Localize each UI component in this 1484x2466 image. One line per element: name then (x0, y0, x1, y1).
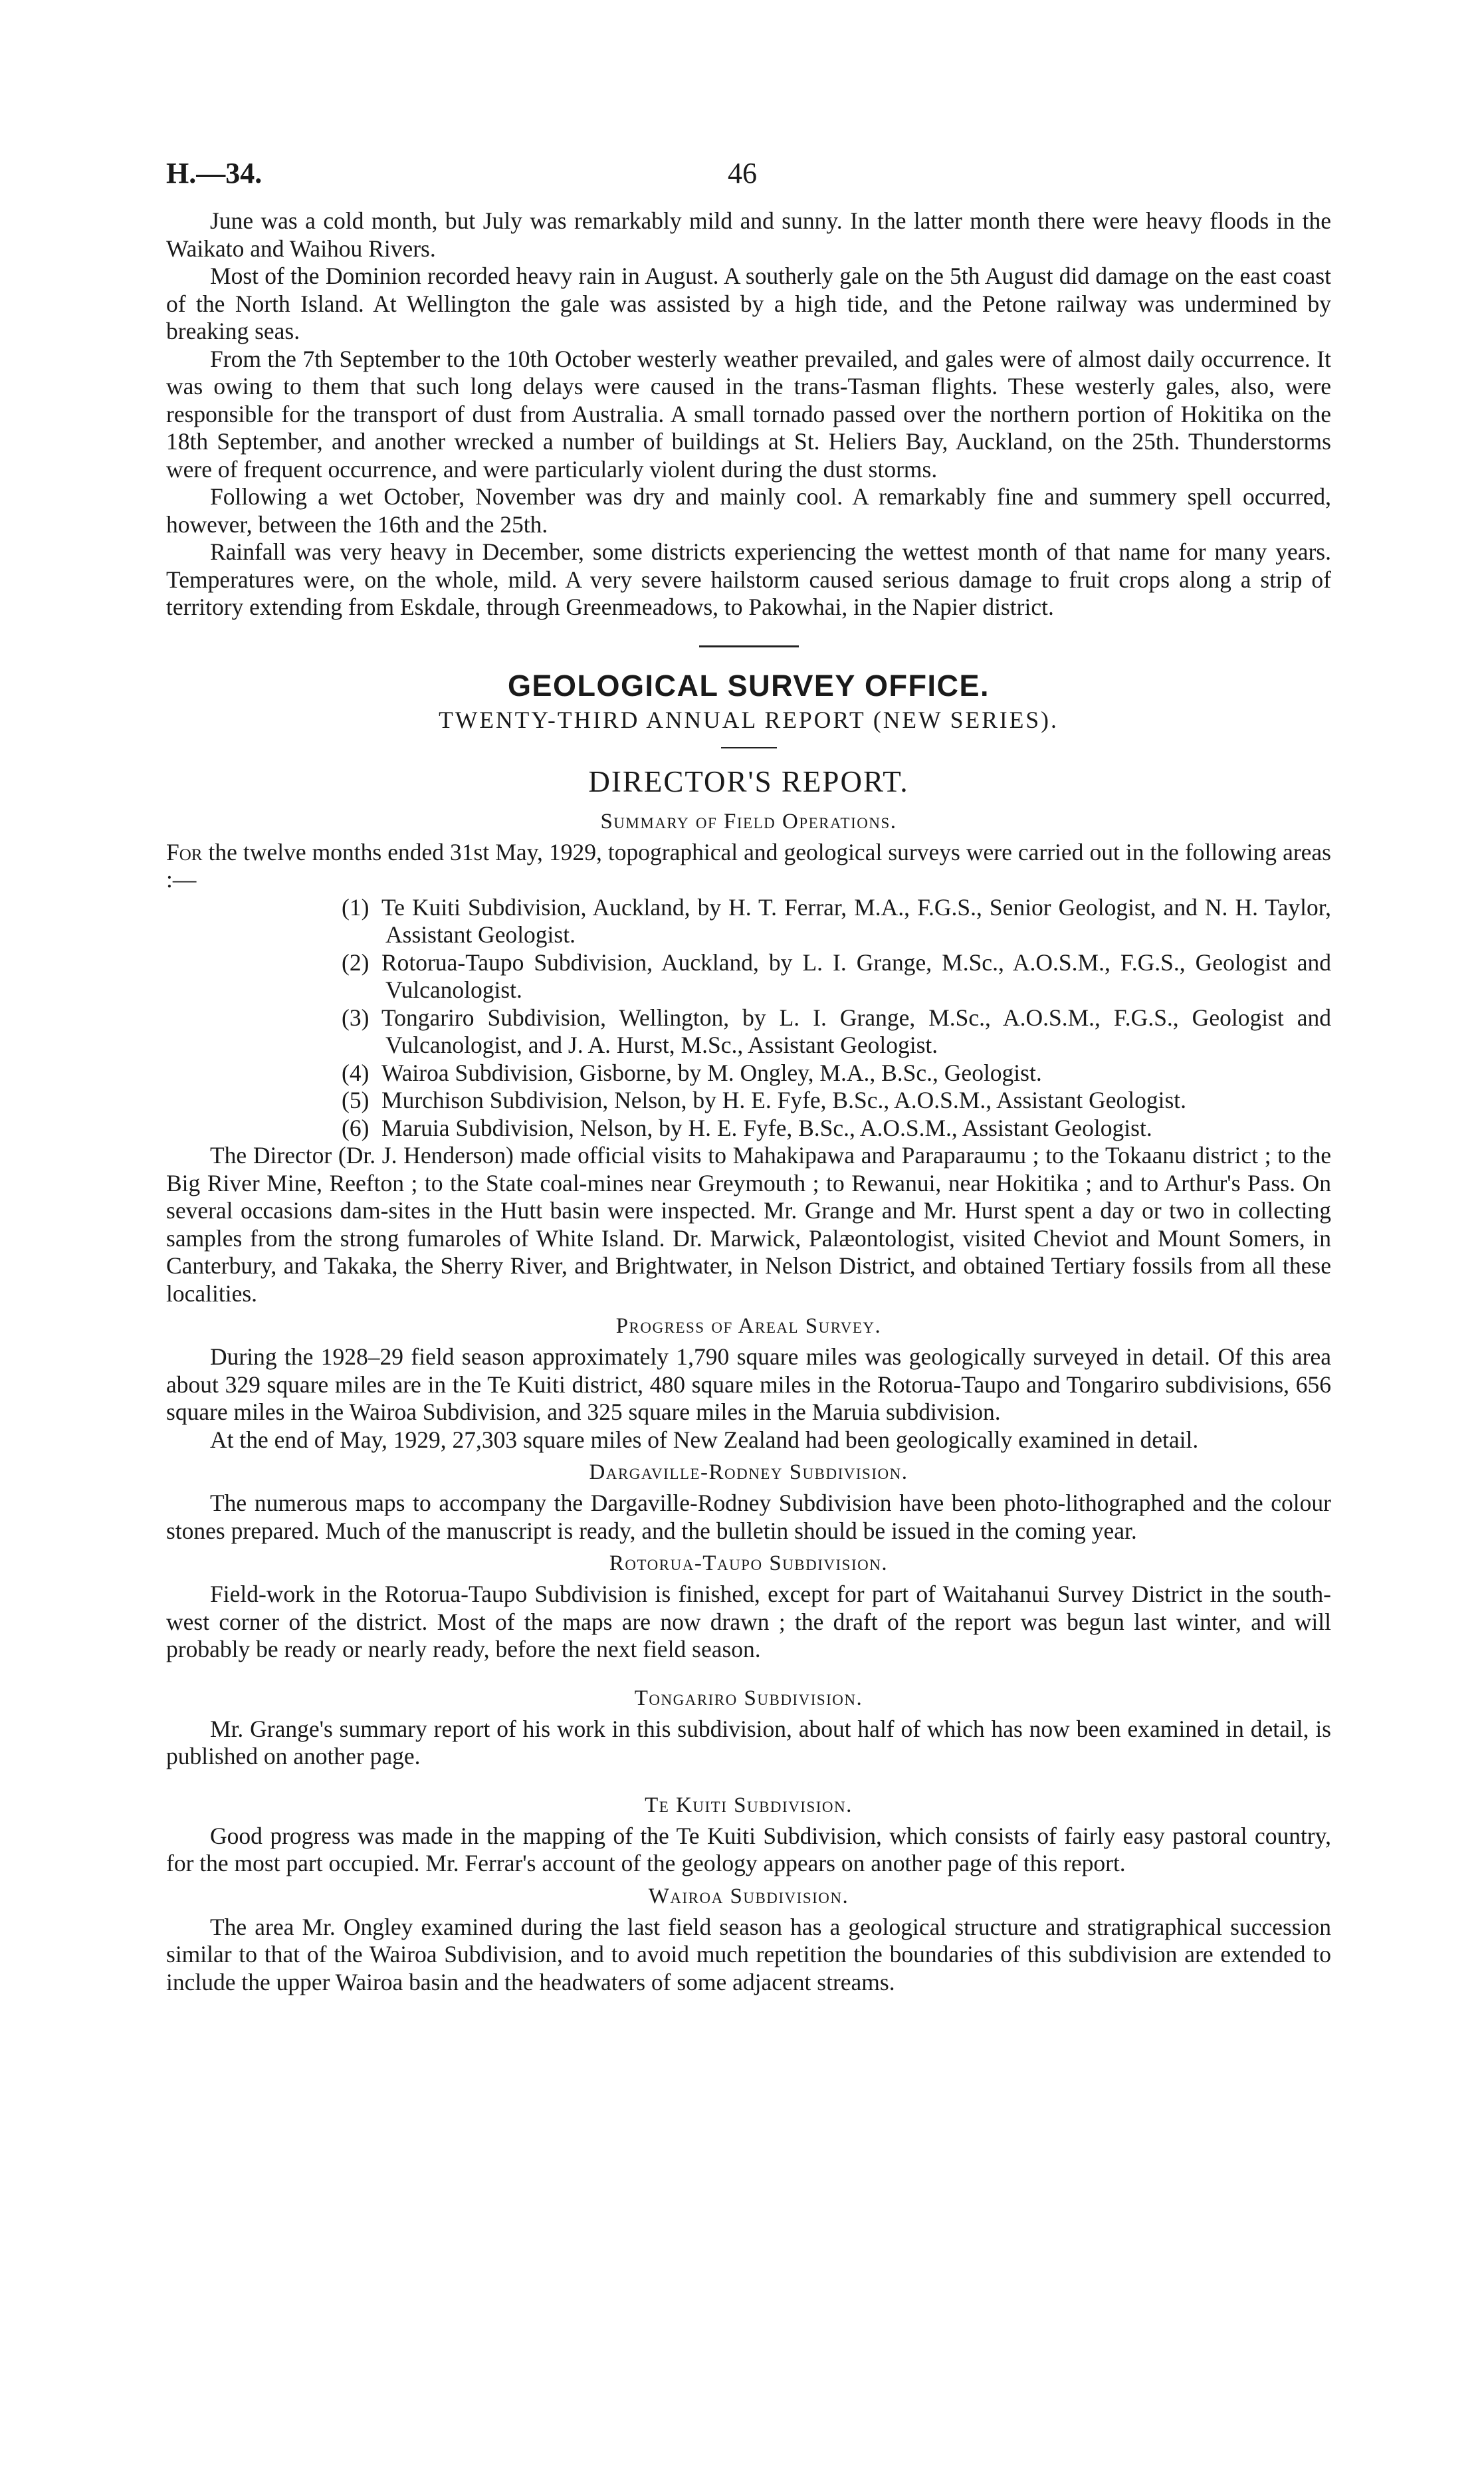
survey-area-item (342, 1115, 1331, 1143)
survey-area-item (342, 1060, 1331, 1087)
dargaville-heading: Dargaville-Rodney Subdivision. (589, 1460, 908, 1484)
field-operations-heading: Summary of Field Operations. (600, 809, 897, 834)
item-number: (2) (342, 949, 370, 976)
survey-areas-list (166, 894, 1331, 1143)
tekuiti-heading: Te Kuiti Subdivision. (645, 1793, 853, 1817)
survey-area-item (342, 949, 1331, 1004)
director-visits-paragraph: The Director (Dr. J. Henderson) made official visits to Mahakipawa and Paraparaumu ; to the Tokaanu district ; to the Big River Mine, Reefton ; to the State coal-mines near Greymouth ; to Rewanui, near Hokitika ; and to Arthur's Pass. On several occasions dam-sites in the Hutt basin were inspected. Mr. Grange and Mr. Hurst spent a day or two in collecting samples from the strong fumaroles of White Island. Dr. Marwick, Palæontologist, visited Cheviot and Mount Somers, in Canterbury, and Takaka, the Sherry River, and Brightwater, in Nelson District, and obtained Tertiary fossils from all these localities. (166, 1142, 1331, 1307)
item-number: (1) (342, 893, 370, 921)
item-text: Te Kuiti Subdivision, Auckland, by H. T. Ferrar, M.A., F.G.S., Senior Geologist, and N. H. Taylor, Assistant Geologist. (381, 893, 1331, 948)
title-divider (721, 747, 777, 748)
item-text: Maruia Subdivision, Nelson, by H. E. Fyfe, B.Sc., A.O.S.M., Assistant Geologist. (381, 1114, 1152, 1141)
report-series: TWENTY-THIRD ANNUAL REPORT (NEW SERIES). (439, 706, 1059, 733)
wairoa-heading: Wairoa Subdivision. (648, 1884, 849, 1908)
tongariro-heading: Tongariro Subdivision. (634, 1686, 863, 1710)
tekuiti-paragraph: Good progress was made in the mapping of the Te Kuiti Subdivision, which consists of fairly easy pastoral country, for the most part occupied. Mr. Ferrar's account of the geology appears on another page of this report. (166, 1822, 1331, 1876)
weather-section (166, 207, 1331, 621)
item-text: Tongariro Subdivision, Wellington, by L. I. Grange, M.Sc., A.O.S.M., F.G.S., Geologist and Vulcanologist, and J. A. Hurst, M.Sc., Assistant Geologist. (381, 1004, 1331, 1058)
item-number: (5) (342, 1087, 370, 1113)
areal-survey-heading: Progress of Areal Survey. (615, 1314, 882, 1338)
office-title: GEOLOGICAL SURVEY OFFICE. (507, 668, 990, 703)
survey-area-item (342, 894, 1331, 949)
intro-text: the twelve months ended 31st May, 1929, topographical and geological surveys were carried out in the following areas :— (166, 838, 1331, 893)
item-text: Wairoa Subdivision, Gisborne, by M. Ongley, M.A., B.Sc., Geologist. (381, 1059, 1042, 1086)
page-number: 46 (728, 157, 757, 189)
weather-paragraph: Following a wet October, November was dry and mainly cool. A remarkably fine and summery spell occurred, however, between the 16th and the 25th. (166, 483, 1331, 538)
survey-area-item (342, 1004, 1331, 1060)
rotorua-paragraph: Field-work in the Rotorua-Taupo Subdivision is finished, except for part of Waitahanui Survey District in the south-west corner of the district. Most of the maps are now drawn ; the draft of the report was begun last winter, and will probably be ready or nearly ready, before the next field season. (166, 1581, 1331, 1662)
intro-lead-word: For (166, 838, 203, 865)
survey-area-item (342, 1087, 1331, 1115)
weather-paragraph: June was a cold month, but July was remarkably mild and sunny. In the latter month there were heavy floods in the Waikato and Waihou Rivers. (166, 207, 1331, 262)
report-reference: H.—34. (166, 157, 263, 189)
running-header (166, 157, 1331, 199)
weather-paragraph: Most of the Dominion recorded heavy rain in August. A southerly gale on the 5th August did damage on the east coast of the North Island. At Wellington the gale was assisted by a high tide, and the Petone railway was undermined by breaking seas. (166, 263, 1331, 344)
areal-survey-paragraph: During the 1928–29 field season approximately 1,790 square miles was geologically surveyed in detail. Of this area about 329 square miles are in the Te Kuiti district, 480 square miles in the Rotorua-Taupo and Tongariro subdivisions, 656 square miles in the Wairoa Subdivision, and 325 square miles in the Maruia subdivision. (166, 1343, 1331, 1425)
field-operations-intro (166, 839, 1331, 894)
dargaville-paragraph: The numerous maps to accompany the Dargaville-Rodney Subdivision have been photo-lithographed and the colour stones prepared. Much of the manuscript is ready, and the bulletin should be issued in the coming year. (166, 1490, 1331, 1544)
item-number: (6) (342, 1114, 370, 1141)
document-page (166, 157, 1331, 1996)
weather-paragraph: Rainfall was very heavy in December, some districts experiencing the wettest month of that name for many years. Temperatures were, on the whole, mild. A very severe hailstorm caused serious damage to fruit crops along a strip of territory extending from Eskdale, through Greenmeadows, to Pakowhai, in the Napier district. (166, 538, 1331, 620)
item-text: Murchison Subdivision, Nelson, by H. E. Fyfe, B.Sc., A.O.S.M., Assistant Geologist. (381, 1087, 1187, 1113)
rotorua-heading: Rotorua-Taupo Subdivision. (609, 1551, 889, 1575)
weather-paragraph: From the 7th September to the 10th October westerly weather prevailed, and gales were of almost daily occurrence. It was owing to them that such long delays were caused in the trans-Tasman flights. These westerly gales, also, were responsible for the transport of dust from Australia. A small tornado passed over the northern portion of Hokitika on the 18th September, and another wrecked a number of buildings at St. Heliers Bay, Auckland, on the 25th. Thunderstorms were of frequent occurrence, and were particularly violent during the dust storms. (166, 345, 1331, 483)
section-divider (699, 645, 799, 647)
tongariro-paragraph: Mr. Grange's summary report of his work in this subdivision, about half of which has now been examined in detail, is published on another page. (166, 1715, 1331, 1769)
wairoa-paragraph: The area Mr. Ongley examined during the last field season has a geological structure and stratigraphical succession similar to that of the Wairoa Subdivision, and to avoid much repetition the boundaries of this subdivision are extended to include the upper Wairoa basin and the headwaters of some adjacent streams. (166, 1913, 1331, 1995)
item-number: (3) (342, 1004, 370, 1031)
item-text: Rotorua-Taupo Subdivision, Auckland, by L. I. Grange, M.Sc., A.O.S.M., F.G.S., Geologist and Vulcanologist. (381, 949, 1331, 1003)
item-number: (4) (342, 1059, 370, 1086)
report-title: DIRECTOR'S REPORT. (588, 764, 909, 798)
areal-survey-paragraph: At the end of May, 1929, 27,303 square miles of New Zealand had been geologically examined in detail. (210, 1426, 1199, 1453)
